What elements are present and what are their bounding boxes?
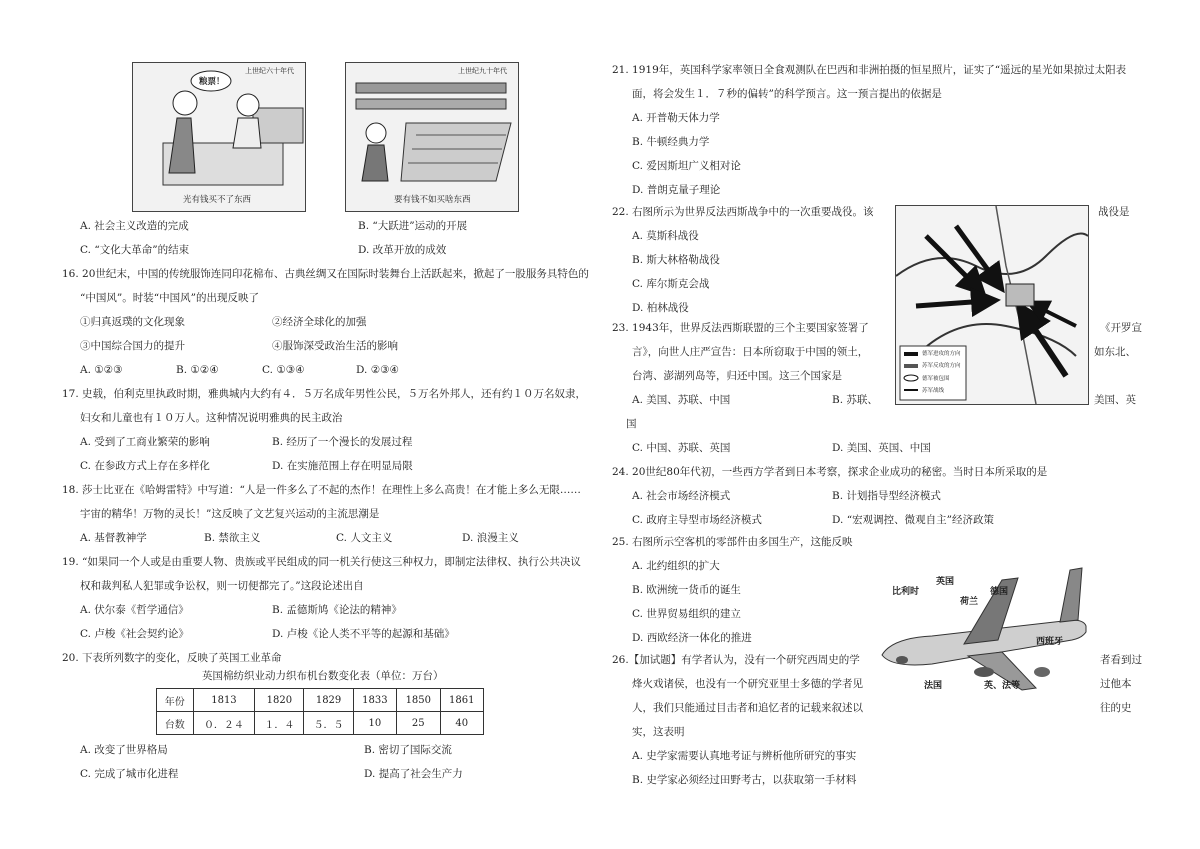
q16-option-c: C. ①③④ (262, 364, 305, 376)
q17-option-a: A. 受到了工商业繁荣的影响 (80, 436, 210, 448)
q20-option-a: A. 改变了世界格局 (80, 744, 168, 756)
q25-option-c: C. 世界贸易组织的建立 (632, 608, 741, 620)
table-cell: ５．５ (304, 712, 353, 735)
q21-stem-line2: 面，将会发生１．７秒的偏转”的科学预言。这一预言提出的依据是 (632, 88, 942, 100)
cartoon-1990s-caption: 要有钱不如买啥东西 (394, 195, 471, 205)
q20-option-c: C. 完成了城市化进程 (80, 768, 179, 780)
q18-stem-line2: 宇宙的精华！万物的灵长！”这反映了文艺复兴运动的主流思潮是 (80, 508, 380, 520)
q22-stem-line1: 22. 右图所示为世界反法西斯战争中的一次重要战役。该 (612, 206, 874, 218)
table-cell: 台数 (157, 712, 194, 735)
table-cell: １．４ (255, 712, 304, 735)
q20-option-d: D. 提高了社会生产力 (364, 768, 463, 780)
q15-option-d: D. 改革开放的成效 (358, 244, 447, 256)
q17-stem-line2: 妇女和儿童也有１０万人。这种情况说明雅典的民主政治 (80, 412, 343, 424)
q16-item-1: ①归真返璞的文化现象 (80, 316, 185, 328)
airbus-illustration (872, 560, 1094, 700)
q22-stem-tail: 战役是 (1098, 206, 1130, 218)
map-legend-3: 德军被包围 (922, 376, 950, 382)
q23-option-b-tail: 美国、英 (1094, 394, 1136, 406)
q26-stem-line3: 人，我们只能通过目击者和追忆者的记载来叙述以 (632, 702, 863, 714)
plane-label-netherlands: 荷兰 (960, 597, 979, 607)
q25-option-a: A. 北约组织的扩大 (632, 560, 720, 572)
airbus-diagram (872, 560, 1094, 700)
q24-option-a: A. 社会市场经济模式 (632, 490, 731, 502)
table-cell: 1813 (193, 689, 255, 712)
plane-label-france: 法国 (924, 681, 943, 691)
q17-option-c: C. 在参政方式上存在多样化 (80, 460, 210, 472)
q26-option-a: A. 史学家需要认真地考证与辨析他所研究的事实 (632, 750, 857, 762)
q23-stem-line1-tail: 《开罗宣 (1100, 322, 1142, 334)
q19-option-b: B. 孟德斯鸠《论法的精神》 (272, 604, 402, 616)
q23-option-b-wrap: 国 (626, 418, 637, 430)
cartoon-1960s-speech: 粮票！ (199, 77, 225, 87)
q18-option-b: B. 禁欲主义 (204, 532, 261, 544)
q19-option-a: A. 伏尔泰《哲学通信》 (80, 604, 189, 616)
q21-option-a: A. 开普勒天体力学 (632, 112, 720, 124)
q16-option-b: B. ①②④ (176, 364, 219, 376)
q16-option-a: A. ①②③ (80, 364, 123, 376)
cartoon-1960s-caption: 光有钱买不了东西 (183, 195, 252, 205)
q22-option-a: A. 莫斯科战役 (632, 230, 699, 242)
q21-option-c: C. 爱因斯坦广义相对论 (632, 160, 741, 172)
q23-stem-line2-tail: 如东北、 (1094, 346, 1136, 358)
q23-stem-line2: 言》，向世人庄严宣告：日本所窃取于中国的领土， (632, 346, 869, 358)
table-cell: 年份 (157, 689, 194, 712)
plane-label-uk-fr: 英、法等 (984, 681, 1021, 691)
q24-option-d: D. “宏观调控、微观自主”经济政策 (832, 514, 994, 526)
plane-label-germany: 德国 (990, 587, 1009, 597)
q22-option-d: D. 柏林战役 (632, 302, 689, 314)
table-cell: 1820 (255, 689, 304, 712)
q26-stem-line1-tail: 者看到过 (1100, 654, 1142, 666)
table-cell: 1850 (397, 689, 440, 712)
q18-option-c: C. 人文主义 (336, 532, 393, 544)
cartoon-1960s-period: 上世纪六十年代 (245, 67, 294, 75)
q26-stem-line1: 26.【加试题】有学者认为，没有一个研究西周史的学 (612, 654, 860, 666)
q23-stem-line1: 23. 1943年，世界反法西斯联盟的三个主要国家签署了 (612, 322, 869, 334)
q23-option-b: B. 苏联、 (832, 394, 878, 406)
q20-option-b: B. 密切了国际交流 (364, 744, 452, 756)
q15-option-a: A. 社会主义改造的完成 (80, 220, 189, 232)
map-legend-1: 德军进攻的方向 (922, 351, 961, 357)
q17-option-b: B. 经历了一个漫长的发展过程 (272, 436, 413, 448)
q15-option-c: C. “文化大革命”的结束 (80, 244, 190, 256)
q23-option-a: A. 美国、苏联、中国 (632, 394, 731, 406)
map-legend-4: 苏军战线 (922, 388, 945, 394)
table-cell: ０．２４ (193, 712, 255, 735)
q26-stem-line4: 实，这表明 (632, 726, 685, 738)
q25-option-b: B. 欧洲统一货币的诞生 (632, 584, 741, 596)
map-legend-2: 苏军反攻的方向 (922, 363, 961, 369)
q26-stem-line2: 烽火戏诸侯，也没有一个研究亚里士多德的学者见 (632, 678, 863, 690)
q26-option-b: B. 史学家必须经过田野考古，以获取第一手材料 (632, 774, 857, 786)
q26-stem-line3-tail: 往的史 (1100, 702, 1132, 714)
q16-stem-line1: 16. 20世纪末，中国的传统服饰连同印花棉布、古典丝绸又在国际时装舞台上活跃起来，掀起了一股服务具特色的 (62, 268, 589, 280)
q20-table (156, 688, 484, 735)
q15-option-b: B. “大跃进”运动的开展 (358, 220, 468, 232)
q16-item-4: ④服饰深受政治生活的影响 (272, 340, 398, 352)
q24-option-c: C. 政府主导型市场经济模式 (632, 514, 762, 526)
q18-stem-line1: 18. 莎士比亚在《哈姆雷特》中写道：“人是一件多么了不起的杰作！在理性上多么高贵！在才能上多么无限…… (62, 484, 581, 496)
cartoon-1960s (132, 62, 306, 212)
cartoon-1990s-illustration (346, 63, 518, 211)
q16-stem-line2: “中国风”。时装“中国风”的出现反映了 (80, 292, 259, 304)
q19-stem-line2: 权和裁判私人犯罪或争讼权，则一切便都完了。”这段论述出自 (80, 580, 364, 592)
q20-stem: 20. 下表所列数字的变化，反映了英国工业革命 (62, 652, 282, 664)
table-cell: 40 (440, 712, 483, 735)
q16-option-d: D. ②③④ (356, 364, 399, 376)
q23-option-c: C. 中国、苏联、英国 (632, 442, 731, 454)
q20-table-title: 英国棉纺织业动力织布机台数变化表（单位：万台） (202, 670, 444, 682)
q22-option-b: B. 斯大林格勒战役 (632, 254, 720, 266)
q16-item-3: ③中国综合国力的提升 (80, 340, 185, 352)
table-cell: 10 (353, 712, 396, 735)
table-cell: 1833 (353, 689, 396, 712)
q21-option-b: B. 牛顿经典力学 (632, 136, 710, 148)
table-cell: 25 (397, 712, 440, 735)
q26-stem-line2-tail: 过他本 (1100, 678, 1132, 690)
plane-label-belgium: 比利时 (892, 587, 920, 597)
q19-option-c: C. 卢梭《社会契约论》 (80, 628, 189, 640)
q16-item-2: ②经济全球化的加强 (272, 316, 367, 328)
table-row (157, 712, 484, 735)
q17-option-d: D. 在实施范围上存在明显局限 (272, 460, 413, 472)
q24-stem: 24. 20世纪80年代初，一些西方学者到日本考察，探求企业成功的秘密。当时日本所采取的是 (612, 466, 1048, 478)
cartoon-1990s (345, 62, 519, 212)
q23-option-d: D. 美国、英国、中国 (832, 442, 931, 454)
plane-label-spain: 西班牙 (1036, 637, 1064, 647)
q24-option-b: B. 计划指导型经济模式 (832, 490, 941, 502)
q21-stem-line1: 21. 1919年，英国科学家率领日全食观测队在巴西和非洲拍摄的恒星照片，证实了“遥远的星光如果掠过太阳表 (612, 64, 1127, 76)
q25-stem: 25. 右图所示空客机的零部件由多国生产，这能反映 (612, 536, 853, 548)
q25-option-d: D. 西欧经济一体化的推进 (632, 632, 752, 644)
q22-option-c: C. 库尔斯克会战 (632, 278, 710, 290)
table-row (157, 689, 484, 712)
q19-stem-line1: 19. “如果同一个人或是由重要人物、贵族或平民组成的同一机关行使这三种权力，即制定法律权、执行公共决议 (62, 556, 581, 568)
q18-option-d: D. 浪漫主义 (462, 532, 519, 544)
table-cell: 1829 (304, 689, 353, 712)
table-cell: 1861 (440, 689, 483, 712)
q19-option-d: D. 卢梭《论人类不平等的起源和基础》 (272, 628, 455, 640)
plane-label-uk: 英国 (936, 577, 955, 587)
q18-option-a: A. 基督教神学 (80, 532, 147, 544)
q23-stem-line3: 台湾、澎湖列岛等，归还中国。这三个国家是 (632, 370, 842, 382)
q21-option-d: D. 普朗克量子理论 (632, 184, 721, 196)
cartoon-1990s-period: 上世纪九十年代 (458, 67, 507, 75)
battle-map (895, 205, 1089, 405)
q17-stem-line1: 17. 史载，伯利克里执政时期，雅典城内大约有４．５万名成年男性公民，５万名外邦人，还有约１０万名奴隶， (62, 388, 587, 400)
